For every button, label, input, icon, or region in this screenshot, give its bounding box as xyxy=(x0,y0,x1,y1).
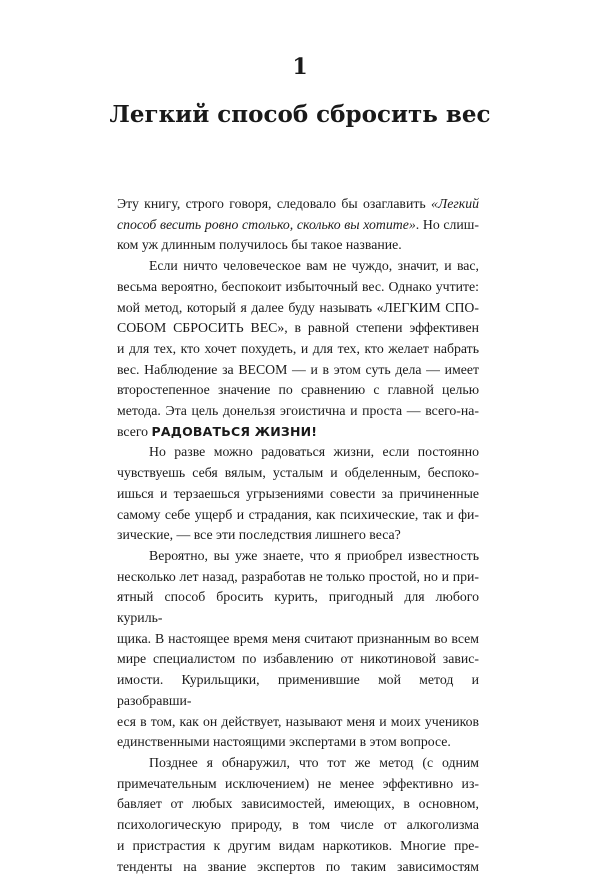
text-line: щика. В настоящее время меня считают признанным во всем xyxy=(117,629,479,650)
text-line: ятный способ бросить курить, пригодный для любого куриль- xyxy=(117,587,479,628)
text-line: весьма вероятно, беспокоит избыточный вес. Однако учтите: xyxy=(117,277,479,298)
italic-phrase: «Легкий xyxy=(431,196,479,211)
text-line: второстепенное значение по сравнению с главной целью xyxy=(117,380,479,401)
text-line: способ весить ровно столько, сколько вы хотите». Но слиш- xyxy=(117,215,479,236)
text-line: единственными настоящими экспертами в этом вопросе. xyxy=(117,732,479,753)
text-line: тенденты на звание экспертов по таким зависимостям xyxy=(117,857,479,877)
text-line: вес. Наблюдение за ВЕСОМ — и в этом суть дела — имеет xyxy=(117,360,479,381)
text-line: Позднее я обнаружил, что тот же метод (с одним xyxy=(117,753,479,774)
text-line: зические, — все эти последствия лишнего веса? xyxy=(117,525,479,546)
text-line: Эту книгу, строго говоря, следовало бы озаглавить «Легкий xyxy=(117,194,479,215)
text-line: и пристрастия к другим видам наркотиков. Многие пре- xyxy=(117,836,479,857)
text-line: самому себе ущерб и страдания, как психические, так и фи- xyxy=(117,505,479,526)
body-text xyxy=(117,194,479,877)
text-line: ишься и терзаешься угрызениями совести за причиненные xyxy=(117,484,479,505)
text-line: несколько лет назад, разработав не только простой, но и при- xyxy=(117,567,479,588)
emphasis-text: РАДОВАТЬСЯ ЖИЗНИ! xyxy=(152,424,318,439)
text-line: мире специалистом по избавлению от никотиновой завис- xyxy=(117,649,479,670)
text-line: Если ничто человеческое вам не чуждо, значит, и вас, xyxy=(117,256,479,277)
text-line: примечательным исключением) не менее эффективно из- xyxy=(117,774,479,795)
chapter-number: 1 xyxy=(0,54,600,80)
text-line: ком уж длинным получилось бы такое название. xyxy=(117,235,479,256)
text-line: психологическую природу, в том числе от алкоголизма xyxy=(117,815,479,836)
chapter-title: Легкий способ сбросить вес xyxy=(0,101,600,128)
text-line: еся в том, как он действует, называют меня и моих учеников xyxy=(117,712,479,733)
text-line: имости. Курильщики, применившие мой метод и разобравши- xyxy=(117,670,479,711)
text-line: СОБОМ СБРОСИТЬ ВЕС», в равной степени эффективен xyxy=(117,318,479,339)
text-line: метода. Эта цель донельзя эгоистична и проста — всего-на- xyxy=(117,401,479,422)
text-line: Но разве можно радоваться жизни, если постоянно xyxy=(117,442,479,463)
text-line: бавляет от любых зависимостей, имеющих, в основном, xyxy=(117,794,479,815)
text-line: всего РАДОВАТЬСЯ ЖИЗНИ! xyxy=(117,422,479,443)
text-line: мой метод, который я далее буду называть «ЛЕГКИМ СПО- xyxy=(117,298,479,319)
text-line: Вероятно, вы уже знаете, что я приобрел известность xyxy=(117,546,479,567)
text-line: и для тех, кто хочет похудеть, и для тех, кто желает набрать xyxy=(117,339,479,360)
text-line: чувствуешь себя вялым, усталым и обделенным, беспоко- xyxy=(117,463,479,484)
italic-phrase: способ весить ровно столько, сколько вы хотите» xyxy=(117,217,416,232)
